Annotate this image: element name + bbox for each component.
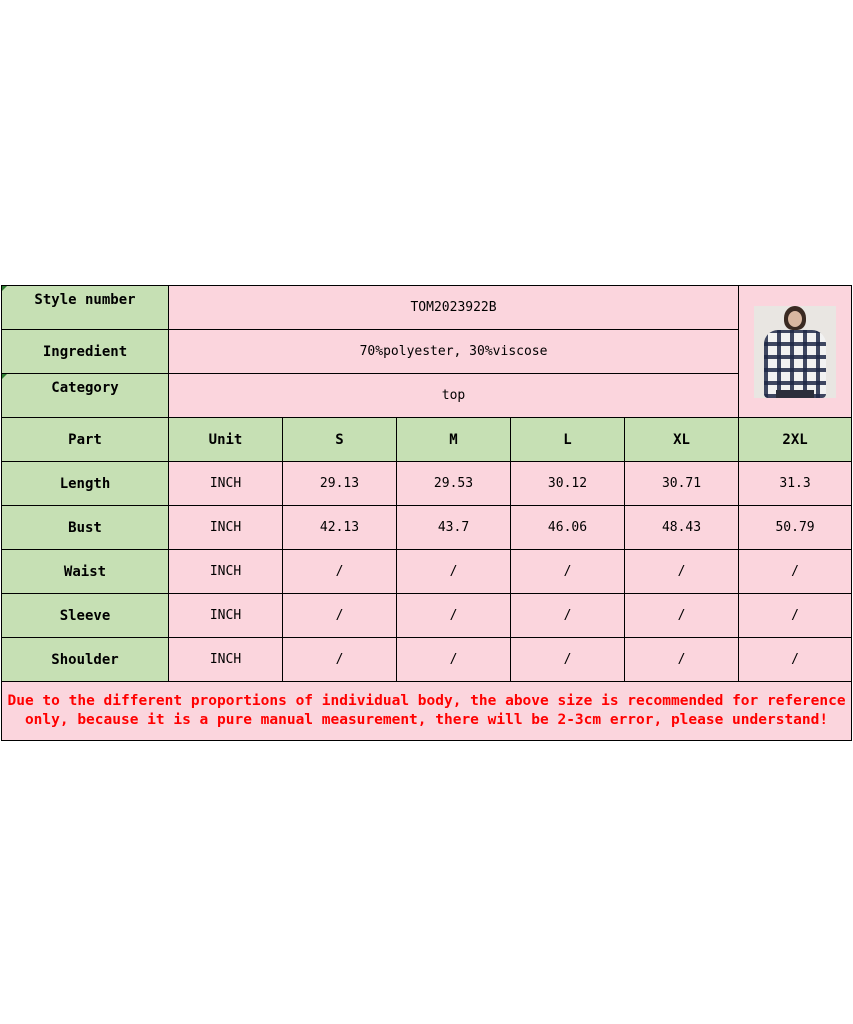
value-cell: 29.13 (283, 462, 397, 506)
value-cell: 30.71 (625, 462, 739, 506)
ingredient-value: 70%polyester, 30%viscose (169, 330, 739, 374)
product-photo-cell (739, 286, 852, 418)
table-row (2, 638, 852, 682)
part-label: Sleeve (2, 594, 169, 638)
plaid-shirt-photo-icon (754, 306, 836, 398)
value-cell: / (625, 594, 739, 638)
header-size-xl: XL (625, 418, 739, 462)
value-cell: / (511, 550, 625, 594)
note-row (2, 682, 852, 741)
value-cell: / (511, 638, 625, 682)
header-unit: Unit (169, 418, 283, 462)
table-row (2, 594, 852, 638)
header-size-m: M (397, 418, 511, 462)
part-label: Shoulder (2, 638, 169, 682)
unit-cell: INCH (169, 462, 283, 506)
unit-cell: INCH (169, 550, 283, 594)
value-cell: 42.13 (283, 506, 397, 550)
value-cell: 43.7 (397, 506, 511, 550)
value-cell: / (283, 594, 397, 638)
header-part: Part (2, 418, 169, 462)
value-cell: / (739, 638, 852, 682)
part-label: Length (2, 462, 169, 506)
unit-cell: INCH (169, 506, 283, 550)
ingredient-row (2, 330, 852, 374)
value-cell: / (625, 550, 739, 594)
value-cell: / (739, 550, 852, 594)
style-number-value: TOM2023922B (169, 286, 739, 330)
category-value: top (169, 374, 739, 418)
value-cell: / (283, 550, 397, 594)
header-size-2xl: 2XL (739, 418, 852, 462)
unit-cell: INCH (169, 638, 283, 682)
unit-cell: INCH (169, 594, 283, 638)
value-cell: 30.12 (511, 462, 625, 506)
table-row (2, 462, 852, 506)
table-row (2, 550, 852, 594)
part-label: Waist (2, 550, 169, 594)
value-cell: 29.53 (397, 462, 511, 506)
value-cell: / (397, 594, 511, 638)
category-label: Category (2, 374, 169, 418)
category-row (2, 374, 852, 418)
value-cell: 31.3 (739, 462, 852, 506)
value-cell: / (511, 594, 625, 638)
value-cell: / (739, 594, 852, 638)
size-chart-table (1, 285, 852, 741)
style-number-row (2, 286, 852, 330)
value-cell: / (283, 638, 397, 682)
style-number-label: Style number (2, 286, 169, 330)
ingredient-label: Ingredient (2, 330, 169, 374)
value-cell: / (625, 638, 739, 682)
value-cell: 46.06 (511, 506, 625, 550)
size-disclaimer-note: Due to the different proportions of individual body, the above size is recommended for reference only, because it is a pure manual measurement, there will be 2-3cm error, please understand! (2, 682, 852, 741)
value-cell: 48.43 (625, 506, 739, 550)
header-size-l: L (511, 418, 625, 462)
cell-marker-icon (2, 286, 7, 291)
size-header-row (2, 418, 852, 462)
part-label: Bust (2, 506, 169, 550)
value-cell: 50.79 (739, 506, 852, 550)
cell-marker-icon (2, 374, 7, 379)
value-cell: / (397, 550, 511, 594)
value-cell: / (397, 638, 511, 682)
table-row (2, 506, 852, 550)
header-size-s: S (283, 418, 397, 462)
